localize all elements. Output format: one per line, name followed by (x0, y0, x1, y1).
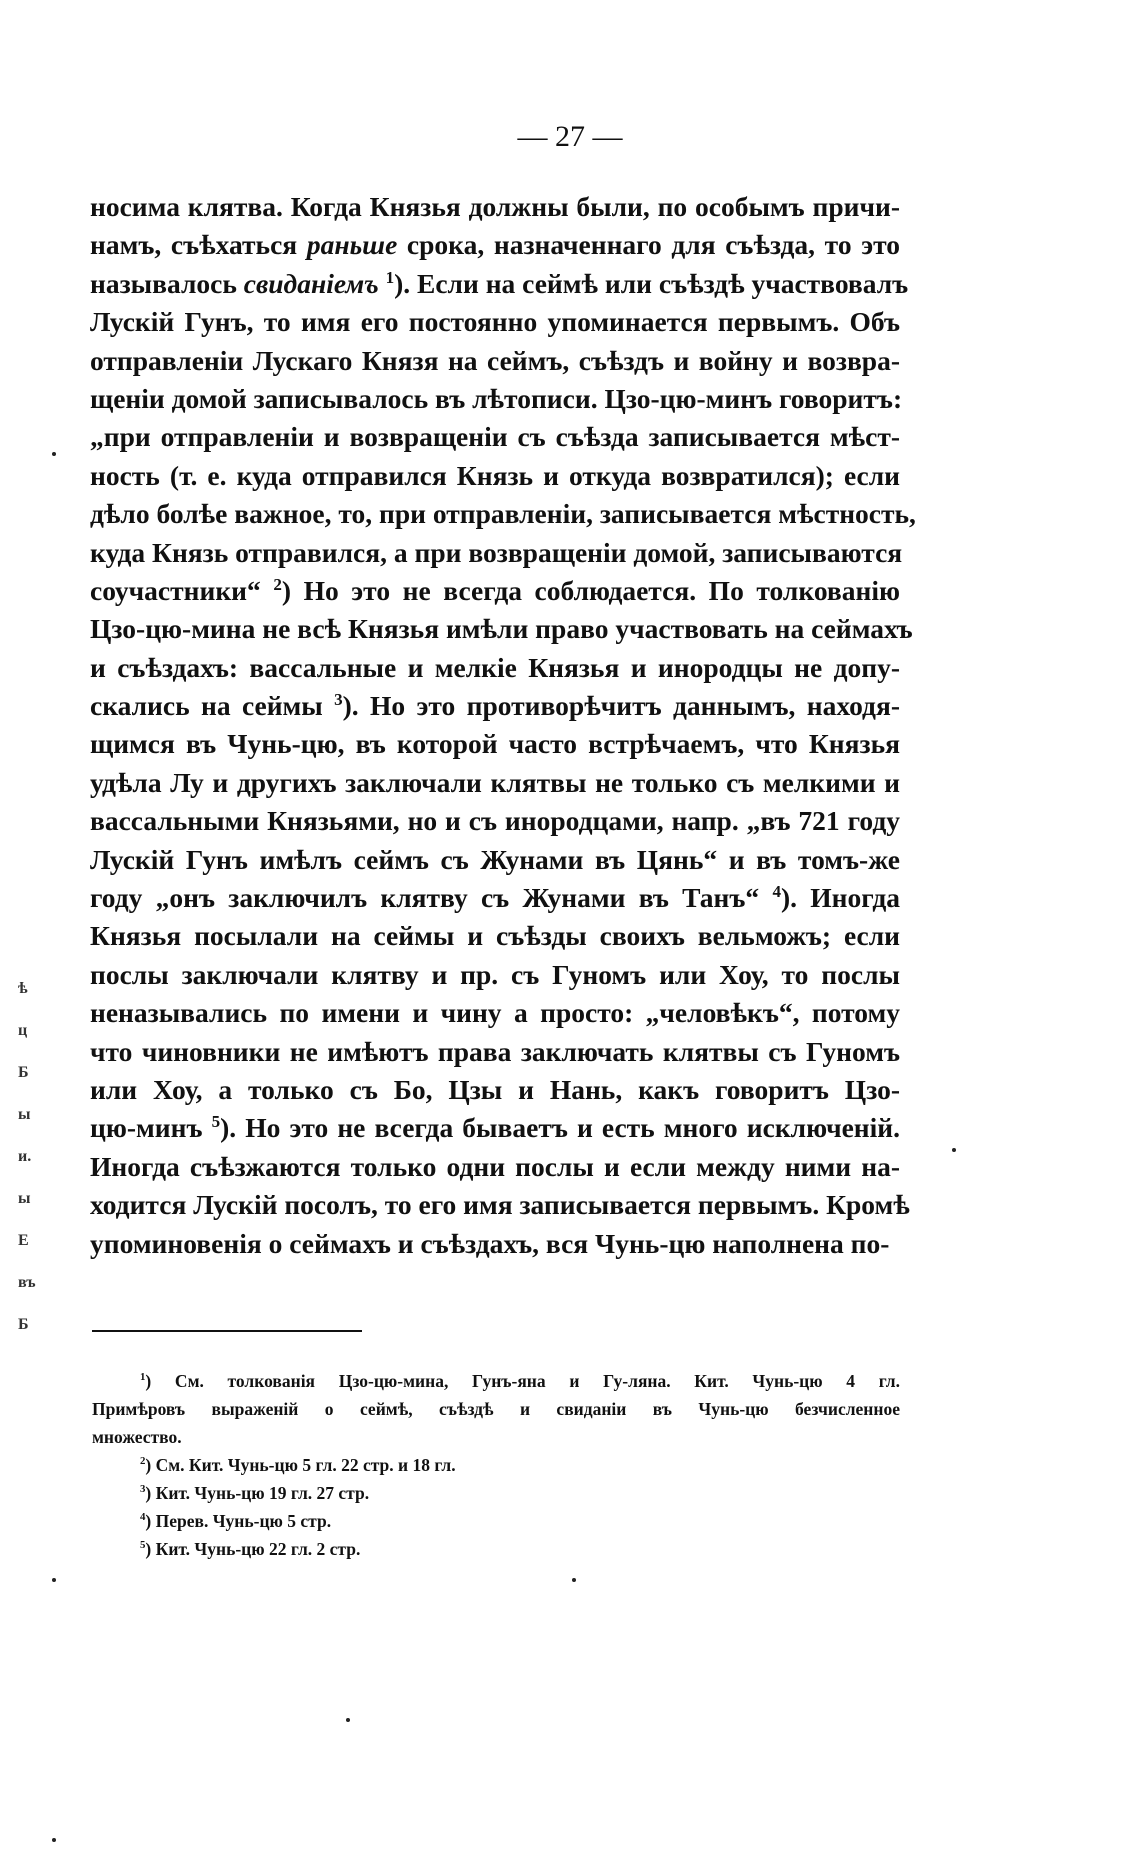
footnote-text: ) Кит. Чунь-цю 22 гл. 2 стр. (145, 1539, 361, 1559)
footnote-ref[interactable]: 3 (334, 689, 343, 709)
italic-word: раньше (306, 229, 398, 261)
text-line: „при отправленіи и возвращеніи съ съѣзда записывается мѣст- (90, 421, 900, 453)
text-line: дѣло болѣе важное, то, при отправленіи, записывается мѣстность, (90, 498, 916, 530)
footnote-text: ) Перев. Чунь-цю 5 стр. (145, 1511, 332, 1531)
margin-mark: ы (18, 1190, 31, 1207)
footnote-4 (92, 1507, 900, 1535)
margin-bleed-through (18, 980, 48, 1358)
text-line: Цзо-цю-мина не всѣ Князья имѣли право участвовать на сеймахъ (90, 613, 913, 645)
margin-mark: Б (18, 1316, 29, 1333)
text-line: Лускій Гунъ, то имя его постоянно упоминается первымъ. Объ (90, 306, 900, 338)
text-line: носима клятва. Когда Князья должны были, по особымъ причи- (90, 191, 900, 222)
footnote-2 (92, 1451, 900, 1479)
text-line: что чиновники не имѣютъ права заключать клятвы съ Гуномъ (90, 1035, 900, 1067)
page-number: — 27 — (517, 120, 623, 153)
text-line (90, 572, 900, 610)
footnote-1 (92, 1367, 900, 1395)
text-segment: ). Если на сеймѣ или съѣздѣ участвовалъ (394, 267, 909, 299)
text-segment: ). Иногда (780, 882, 900, 914)
text-segment: скались на сеймы (90, 690, 335, 722)
text-line: послы заключали клятву и пр. съ Гуномъ или Хоу, то послы (90, 958, 900, 990)
footnote-marker: 3 (140, 1483, 146, 1496)
text-line: Лускій Гунъ имѣлъ сеймъ съ Жунами въ Цянь“ и въ томъ-же (90, 843, 900, 875)
footnote-marker: 1 (140, 1371, 146, 1384)
margin-mark: Е (18, 1232, 29, 1249)
footnote-text: ) См. толкованія Цзо-цю-мина, Гунъ-яна и Гу-ляна. Кит. Чунь-цю 4 гл. (145, 1371, 900, 1391)
text-line (90, 879, 900, 917)
footnote-ref[interactable]: 5 (211, 1112, 221, 1132)
text-line: куда Князь отправился, а при возвращеніи домой, записываются (90, 536, 903, 568)
margin-mark: ы (18, 1106, 31, 1123)
text-segment: соучастники“ (90, 574, 274, 606)
margin-mark: ѣ (18, 980, 28, 997)
text-segment: ). Но это не всегда бываетъ и есть много исключеній. (220, 1112, 900, 1144)
text-line: отправленіи Лускаго Князя на сеймъ, съѣздъ и войну и возвра- (90, 344, 900, 376)
text-line: щимся въ Чунь-цю, въ которой часто встрѣчаемъ, что Князья (90, 728, 900, 760)
footnote-ref[interactable]: 2 (273, 574, 282, 594)
margin-mark: ц (18, 1022, 28, 1039)
body-text (90, 188, 916, 1263)
footnote-3 (92, 1479, 900, 1507)
ink-speck (52, 1578, 56, 1582)
footnote-ref[interactable]: 4 (772, 881, 781, 901)
text-segment: цю-минъ (90, 1112, 212, 1144)
text-segment: называлось (90, 267, 244, 299)
text-line (90, 226, 900, 264)
text-line: ходится Лускій посолъ, то его имя записывается первымъ. Кромѣ (90, 1189, 910, 1221)
text-line: неназывались по имени и чину а просто: „человѣкъ“, потому (90, 997, 900, 1029)
text-line: удѣла Лу и другихъ заключали клятвы не только съ мелкими и (90, 766, 900, 798)
margin-mark: въ (18, 1274, 36, 1291)
text-line: Иногда съѣзжаются только одни послы и если между ними на- (90, 1150, 900, 1182)
footnote-1-line-3: множество. (92, 1427, 182, 1447)
footnote-marker: 5 (140, 1539, 146, 1552)
footnote-5 (92, 1535, 900, 1563)
text-line: Князья посылали на сеймы и съѣзды своихъ вельможъ; если (90, 920, 900, 952)
ink-speck (52, 1838, 56, 1842)
text-segment: ) Но это не всегда соблюдается. По толкованію (281, 574, 901, 606)
footnote-1-line-2: Примѣровъ выраженій о сеймѣ, съѣздѣ и свиданіи въ Чунь-цю безчисленное (92, 1399, 900, 1419)
footnote-marker: 2 (140, 1455, 146, 1468)
text-line (90, 687, 900, 725)
text-line: щеніи домой записывалось въ лѣтописи. Цзо-цю-минъ говоритъ: (90, 382, 903, 414)
ink-speck (572, 1578, 576, 1582)
margin-mark: Б (18, 1064, 29, 1081)
footnote-separator (92, 1330, 362, 1332)
text-segment: ). Но это противорѣчитъ даннымъ, находя- (342, 690, 900, 722)
footnote-marker: 4 (140, 1511, 146, 1524)
text-segment: году „онъ заключилъ клятву съ Жунами въ Танъ“ (90, 882, 773, 914)
text-line: или Хоу, а только съ Бо, Цзы и Нань, какъ говоритъ Цзо- (90, 1073, 900, 1105)
text-line: вассальными Князьями, но и съ инородцами, напр. „въ 721 году (90, 805, 900, 837)
ink-speck (952, 1148, 956, 1152)
text-line (90, 1109, 900, 1147)
text-line: ность (т. е. куда отправился Князь и откуда возвратился); если (90, 459, 900, 491)
ink-speck (346, 1718, 350, 1722)
text-line: и съѣздахъ: вассальные и мелкіе Князья и инородцы не допу- (90, 651, 900, 683)
footnotes (92, 1367, 900, 1563)
italic-word: свиданіемъ (243, 267, 379, 299)
footnote-text: ) См. Кит. Чунь-цю 5 гл. 22 стр. и 18 гл. (145, 1455, 456, 1475)
footnote-ref[interactable]: 1 (385, 267, 395, 287)
margin-mark: и. (18, 1148, 32, 1165)
ink-speck (52, 452, 56, 456)
footnote-text: ) Кит. Чунь-цю 19 гл. 27 стр. (145, 1483, 370, 1503)
text-line: упоминовенія о сеймахъ и съѣздахъ, вся Чунь-цю наполнена по- (90, 1227, 890, 1259)
text-line (90, 265, 909, 303)
text-segment: намъ, съѣхаться (90, 229, 307, 261)
text-segment: срока, назначеннаго для съѣзда, то это (397, 229, 900, 261)
